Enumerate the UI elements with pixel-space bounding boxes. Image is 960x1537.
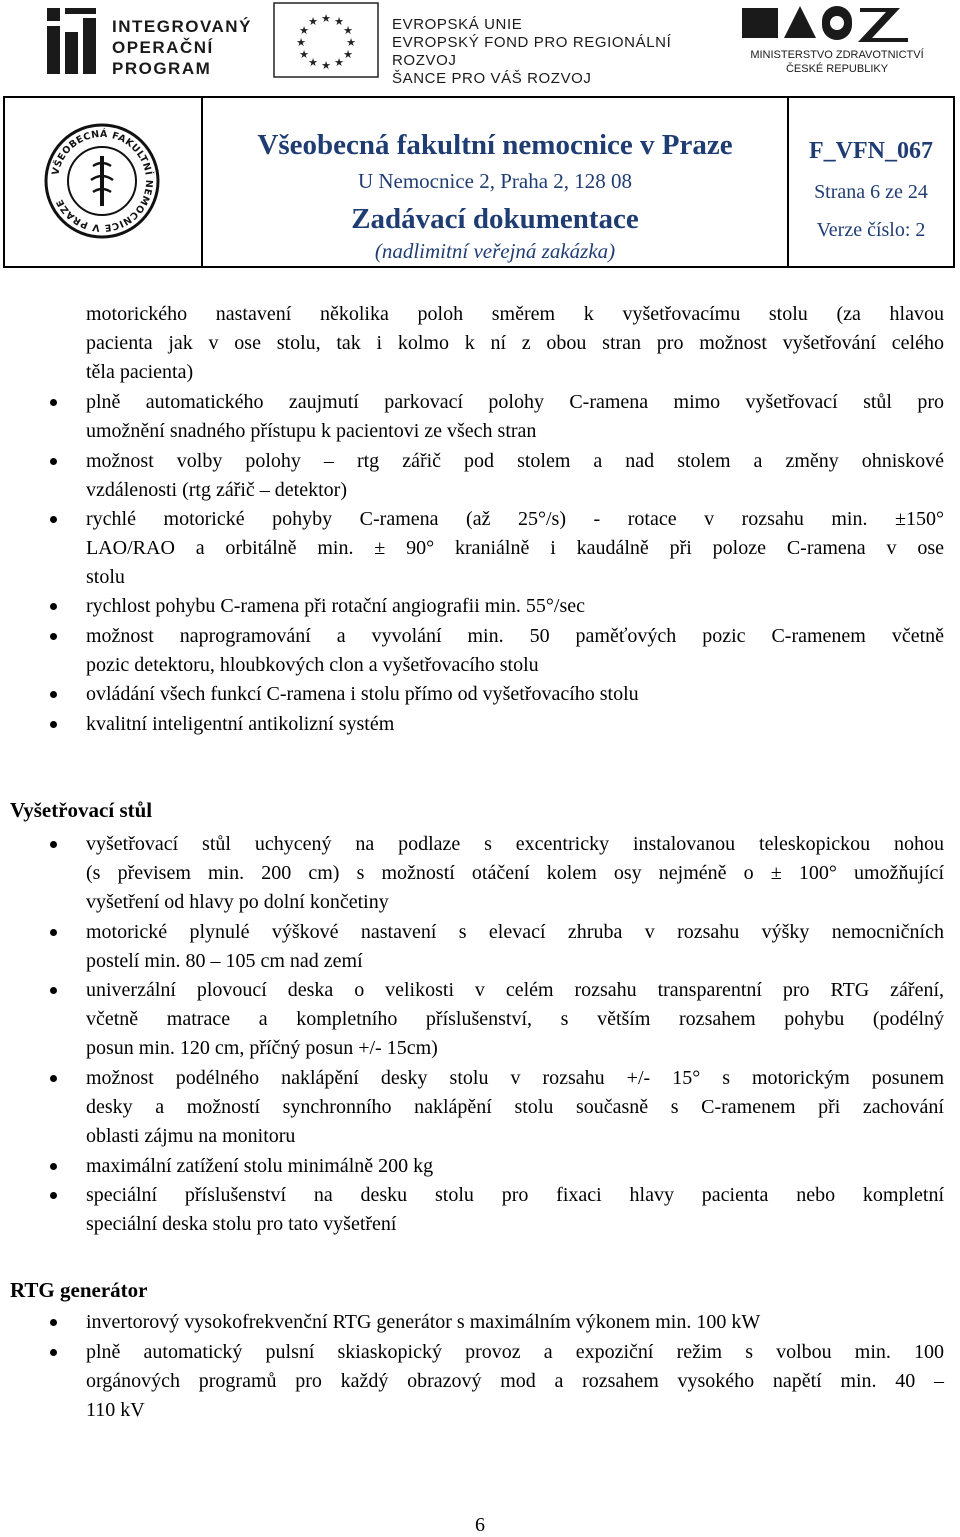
- svg-text:★: ★: [308, 56, 318, 69]
- svg-text:★: ★: [343, 48, 353, 61]
- document-header: [3, 96, 955, 268]
- list-item: [86, 918, 944, 976]
- header-info-cell: [789, 98, 953, 266]
- text-line: rychlost pohybu C-ramena při rotační angiografii min. 55°/sec: [86, 595, 585, 617]
- text-line: speciální příslušenství na desku stolu pro fixaci hlavy pacienta nebo kompletní: [86, 1184, 944, 1206]
- list-item: [86, 388, 944, 446]
- svg-text:★: ★: [334, 56, 344, 69]
- document-code: F_VFN_067: [809, 138, 933, 164]
- list-item: [86, 505, 944, 591]
- text-line: LAO/RAO a orbitálně min. ± 90° kraniálně i kaudálně při poloze C-ramena v ose: [86, 536, 944, 559]
- text-line: možnost podélného naklápění desky stolu v rozsahu +/- 15° s motorickým posunem: [86, 1067, 944, 1089]
- header-logo-cell: [5, 98, 203, 266]
- eu-flag-icon: [273, 2, 379, 78]
- list-item: [86, 830, 944, 916]
- paragraph: [86, 300, 944, 386]
- ministry-logo-text: MINISTERSTVO ZDRAVOTNICTVÍ ČESKÉ REPUBLIKY: [750, 49, 924, 75]
- list-item: [86, 976, 944, 1062]
- svg-text:★: ★: [321, 12, 331, 25]
- text-line: desky a možností synchronního naklápění stolu současně s C-ramenem při zachování: [86, 1095, 944, 1118]
- list-item: [86, 592, 944, 621]
- header-title-cell: [203, 98, 789, 266]
- list-item: [86, 1308, 944, 1337]
- text-line: oblasti zájmu na monitoru: [86, 1124, 296, 1147]
- text-line: 110 kV: [86, 1398, 145, 1421]
- iop-logo-icon: [45, 4, 105, 78]
- text-line: maximální zatížení stolu minimálně 200 kg: [86, 1155, 434, 1177]
- text-line: plně automatického zaujmutí parkovací polohy C-ramena mimo vyšetřovací stůl pro: [86, 391, 944, 413]
- text-line: postelí min. 80 – 105 cm nad zemí: [86, 949, 363, 972]
- text-line: invertorový vysokofrekvenční RTG generátor s maximálním výkonem min. 100 kW: [86, 1311, 761, 1333]
- text-line: posun min. 120 cm, příčný posun +/- 15cm): [86, 1036, 438, 1059]
- text-line: vyšetřovací stůl uchycený na podlaze s excentricky instalovanou teleskopickou nohou: [86, 833, 944, 855]
- page-indicator: Strana 6 ze 24: [814, 181, 928, 203]
- text-line: speciální deska stolu pro tato vyšetření: [86, 1212, 397, 1235]
- text-line: vzdálenosti (rtg zářič – detektor): [86, 478, 347, 501]
- text-line: (s převisem min. 200 cm) s možností otáčení kolem osy nejméně o ± 100° umožňující: [86, 861, 944, 884]
- text-line: pacienta jak v ose stolu, tak i kolmo k ní z obou stran pro možnost vyšetřování celého: [86, 331, 944, 354]
- page-number: 6: [475, 1514, 485, 1536]
- hospital-seal-icon: [43, 122, 161, 240]
- svg-text:★: ★: [296, 36, 306, 49]
- section-heading: RTG generátor: [10, 1278, 148, 1302]
- logo-bar: [0, 0, 960, 90]
- text-line: umožnění snadného přístupu k pacientovi ze všech stran: [86, 419, 537, 442]
- version-number: Verze číslo: 2: [816, 219, 926, 241]
- text-line: motorického nastavení několika poloh směrem k vyšetřovacímu stolu (za hlavou: [86, 303, 944, 325]
- document-title: Zadávací dokumentace: [351, 203, 639, 235]
- list-item: [86, 1338, 944, 1424]
- text-line: orgánových programů pro každý obrazový mod a rozsahem vysokého napětí min. 40 –: [86, 1369, 944, 1392]
- svg-text:★: ★: [321, 59, 331, 72]
- list-item: [86, 680, 944, 709]
- text-line: včetně matrace a kompletního příslušenství, s větším rozsahem pohybu (podélný: [86, 1007, 944, 1030]
- text-line: plně automatický pulsní skiaskopický provoz a expoziční režim s volbou min. 100: [86, 1341, 944, 1363]
- svg-text:★: ★: [346, 36, 356, 49]
- svg-text:★: ★: [334, 15, 344, 28]
- text-line: motorické plynulé výškové nastavení s elevací zhruba v rozsahu výšky nemocničních: [86, 921, 944, 943]
- svg-text:★: ★: [308, 15, 318, 28]
- list-item: [86, 710, 944, 739]
- svg-text:VŠEOBECNÁ FAKULTNÍ NEMOCNICE V: VŠEOBECNÁ FAKULTNÍ NEMOCNICE V PRAZE: [50, 128, 155, 234]
- ministry-logo-icon: [740, 2, 910, 44]
- text-line: ovládání všech funkcí C-ramena i stolu přímo od vyšetřovacího stolu: [86, 683, 639, 705]
- text-line: stolu: [86, 565, 125, 588]
- text-line: vyšetření od hlavy po dolní končetiny: [86, 890, 389, 913]
- svg-text:★: ★: [343, 24, 353, 37]
- text-line: kvalitní inteligentní antikolizní systém: [86, 713, 395, 735]
- svg-text:★: ★: [299, 24, 309, 37]
- text-line: rychlé motorické pohyby C-ramena (až 25°/s) - rotace v rozsahu min. ±150°: [86, 508, 944, 530]
- list-item: [86, 1152, 944, 1181]
- text-line: možnost naprogramování a vyvolání min. 50 paměťových pozic C-ramenem včetně: [86, 625, 944, 647]
- hospital-address: U Nemocnice 2, Praha 2, 128 08: [357, 169, 633, 193]
- document-subtitle: (nadlimitní veřejná zakázka): [374, 239, 616, 263]
- text-line: možnost volby polohy – rtg zářič pod stolem a nad stolem a změny ohniskové: [86, 450, 944, 472]
- list-item: [86, 622, 944, 680]
- section-heading: Vyšetřovací stůl: [10, 798, 153, 822]
- text-line: pozic detektoru, hloubkových clon a vyšetřovacího stolu: [86, 653, 539, 676]
- text-line: univerzální plovoucí deska o velikosti v celém rozsahu transparentní pro RTG záření,: [86, 979, 944, 1001]
- list-item: [86, 447, 944, 505]
- iop-logo-text: INTEGROVANÝ OPERAČNÍ PROGRAM: [112, 17, 252, 78]
- hospital-name: Všeobecná fakultní nemocnice v Praze: [257, 129, 733, 161]
- list-item: [86, 1064, 944, 1150]
- svg-text:★: ★: [299, 48, 309, 61]
- list-item: [86, 1181, 944, 1239]
- eu-logo-text: EVROPSKÁ UNIE EVROPSKÝ FOND PRO REGIONÁLNÍ ROZVOJ ŠANCE PRO VÁŠ ROZVOJ: [392, 16, 672, 87]
- text-line: těla pacienta): [86, 360, 194, 383]
